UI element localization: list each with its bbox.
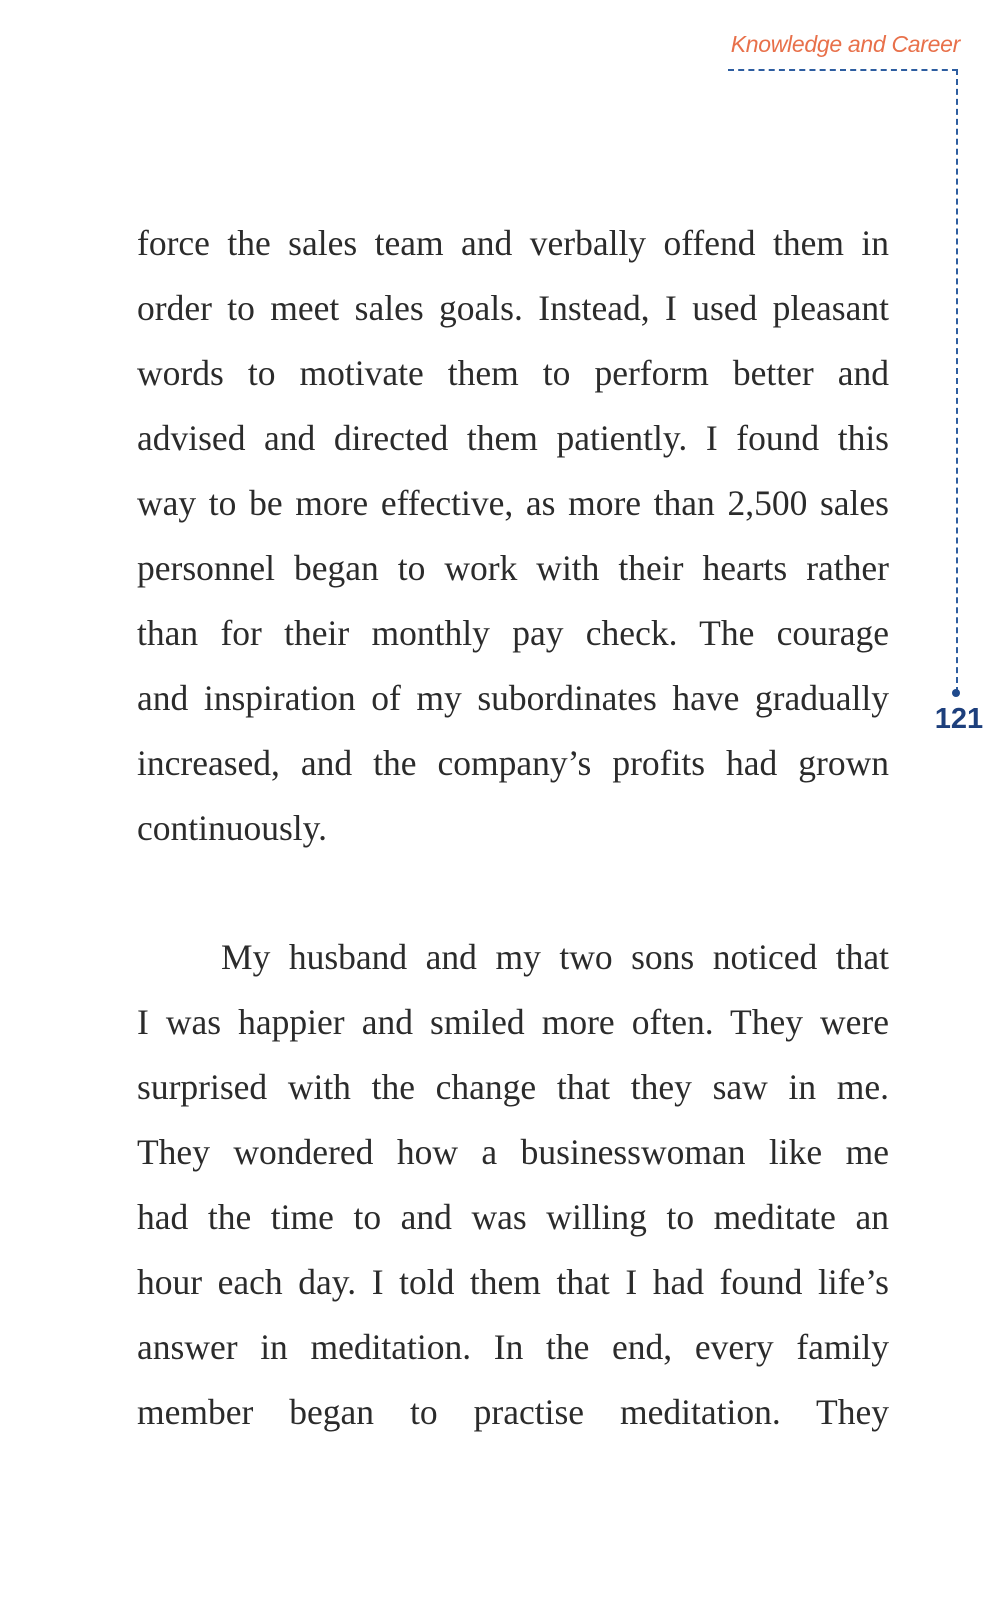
text-line: My husband and my two sons noticed that xyxy=(221,937,889,977)
margin-dashed-rule xyxy=(956,69,958,693)
text-line: way to be more effective, as more than 2,500 sales xyxy=(137,483,889,523)
text-line: hour each day. I told them that I had found life’s xyxy=(137,1262,889,1302)
body-text xyxy=(137,211,889,1445)
text-line: order to meet sales goals. Instead, I used pleasant xyxy=(137,288,889,328)
paragraph-2 xyxy=(137,925,889,1445)
header-dashed-rule xyxy=(728,69,958,71)
running-header: Knowledge and Career xyxy=(730,31,960,57)
text-line: surprised with the change that they saw in me. xyxy=(137,1067,889,1107)
text-line: I was happier and smiled more often. They were xyxy=(137,1002,889,1042)
text-line: than for their monthly pay check. The courage xyxy=(137,613,889,653)
text-line: answer in meditation. In the end, every family xyxy=(137,1327,889,1367)
page-number: 121 xyxy=(934,703,984,735)
text-line: They wondered how a businesswoman like me xyxy=(137,1132,889,1172)
text-line: advised and directed them patiently. I found this xyxy=(137,418,889,458)
paragraph-gap xyxy=(137,861,889,925)
paragraph-1 xyxy=(137,211,889,861)
text-line: personnel began to work with their hearts rather xyxy=(137,548,889,588)
text-line: increased, and the company’s profits had grown xyxy=(137,743,889,783)
text-line: and inspiration of my subordinates have gradually xyxy=(137,678,889,718)
rule-end-dot xyxy=(952,689,960,697)
text-line: continuously. xyxy=(137,808,327,848)
text-line: force the sales team and verbally offend them in xyxy=(137,223,889,263)
text-line: had the time to and was willing to meditate an xyxy=(137,1197,889,1237)
text-line: words to motivate them to perform better and xyxy=(137,353,889,393)
text-line: member began to practise meditation. They xyxy=(137,1392,889,1432)
